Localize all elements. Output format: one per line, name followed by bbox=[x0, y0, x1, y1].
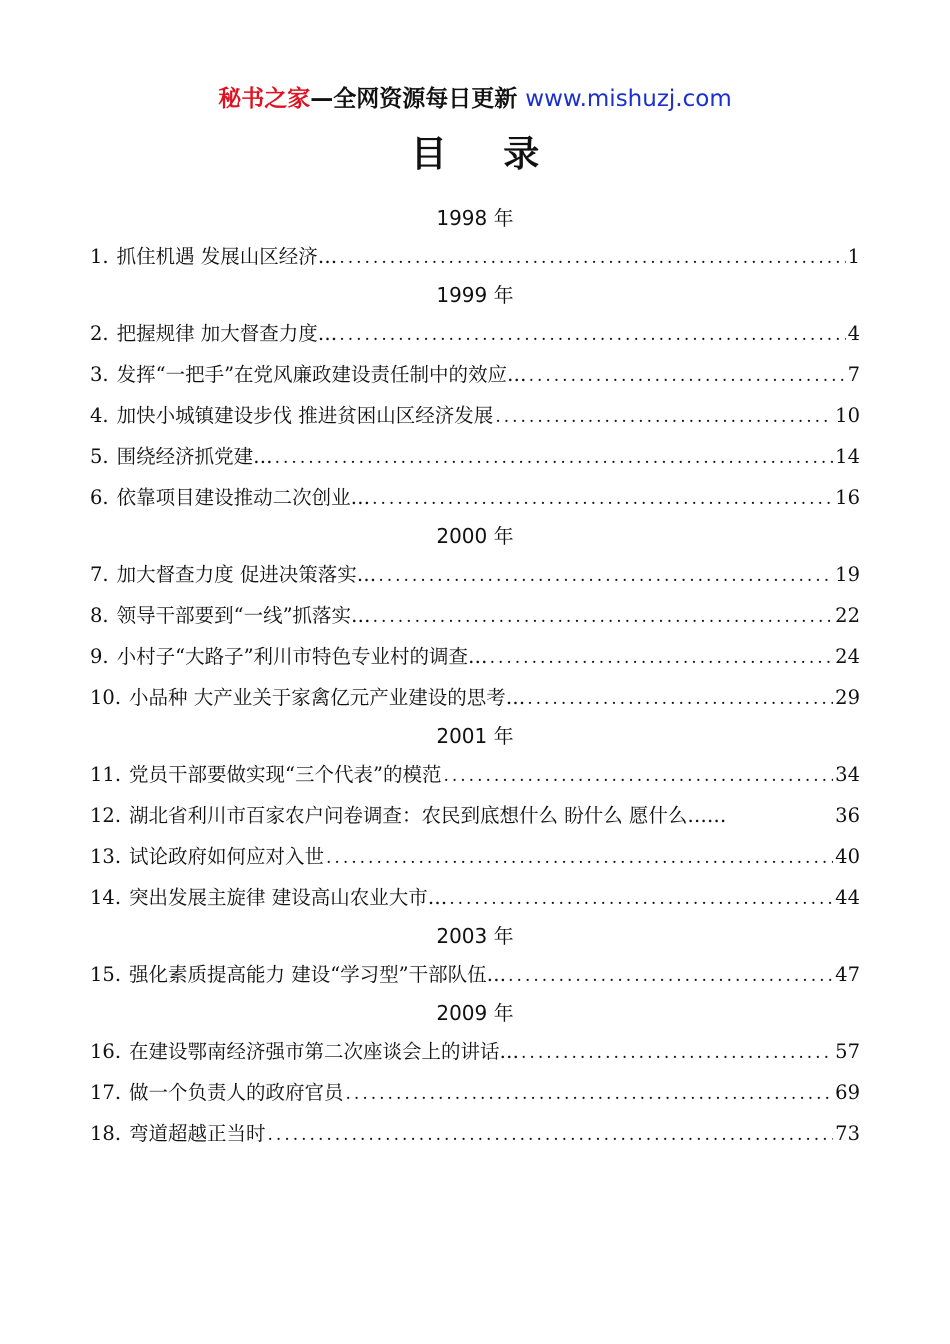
entry-title: 湖北省利川市百家农户问卷调查：农民到底想什么 盼什么 愿什么…… bbox=[129, 804, 727, 827]
toc-entry[interactable] bbox=[90, 354, 860, 395]
entry-page: 7 bbox=[847, 363, 860, 386]
entry-number: 9. bbox=[90, 645, 109, 668]
entry-page: 1 bbox=[847, 245, 860, 268]
dot-leader bbox=[373, 597, 834, 636]
entry-number: 7. bbox=[90, 563, 109, 586]
year-heading: 2009 年 bbox=[436, 1001, 514, 1025]
toc-entry[interactable] bbox=[90, 554, 860, 595]
dot-leader bbox=[527, 679, 833, 718]
dot-leader bbox=[490, 638, 834, 677]
site-slogan: —全网资源每日更新 bbox=[310, 86, 518, 112]
entry-number: 4. bbox=[90, 404, 109, 427]
entry-page: 24 bbox=[835, 645, 860, 668]
entry-title: 小品种 大产业关于家禽亿元产业建设的思考… bbox=[129, 686, 526, 709]
toc-entry[interactable] bbox=[90, 595, 860, 636]
toc-entry[interactable] bbox=[90, 677, 860, 718]
entry-title: 突出发展主旋律 建设高山农业大市… bbox=[129, 886, 448, 909]
year-heading: 1999 年 bbox=[436, 283, 514, 307]
entry-page: 73 bbox=[835, 1122, 860, 1145]
entry-number: 11. bbox=[90, 763, 122, 786]
dot-leader bbox=[378, 556, 833, 595]
dot-leader bbox=[443, 756, 833, 795]
entry-number: 16. bbox=[90, 1040, 122, 1063]
dot-leader bbox=[529, 356, 846, 395]
toc-entry[interactable] bbox=[90, 395, 860, 436]
toc-entry[interactable] bbox=[90, 754, 860, 795]
entry-title: 试论政府如何应对入世 bbox=[129, 845, 325, 868]
entry-title: 党员干部要做实现“三个代表”的模范 bbox=[129, 763, 442, 786]
entry-number: 10. bbox=[90, 686, 122, 709]
entry-page: 47 bbox=[835, 963, 860, 986]
dot-leader bbox=[326, 838, 833, 877]
dot-leader bbox=[508, 956, 833, 995]
entry-page: 69 bbox=[835, 1081, 860, 1104]
dot-leader bbox=[339, 238, 845, 277]
entry-page: 29 bbox=[835, 686, 860, 709]
entry-title: 领导干部要到“一线”抓落实… bbox=[116, 604, 371, 627]
entry-page: 44 bbox=[835, 886, 860, 909]
toc-entry[interactable] bbox=[90, 954, 860, 995]
toc-entry[interactable] bbox=[90, 436, 860, 477]
entry-title: 弯道超越正当时 bbox=[129, 1122, 266, 1145]
entry-title: 依靠项目建设推动二次创业… bbox=[116, 486, 371, 509]
entry-number: 3. bbox=[90, 363, 109, 386]
entry-page: 36 bbox=[835, 804, 860, 827]
entry-page: 57 bbox=[835, 1040, 860, 1063]
year-heading: 2003 年 bbox=[436, 924, 514, 948]
dot-leader bbox=[521, 1033, 833, 1072]
entry-page: 16 bbox=[835, 486, 860, 509]
entry-title: 加快小城镇建设步伐 推进贫困山区经济发展 bbox=[116, 404, 494, 427]
entry-title: 抓住机遇 发展山区经济… bbox=[116, 245, 338, 268]
toc-entry[interactable] bbox=[90, 236, 860, 277]
site-header bbox=[0, 80, 950, 113]
dot-leader bbox=[449, 879, 833, 918]
entry-page: 10 bbox=[835, 404, 860, 427]
page-title: 目 录 bbox=[410, 134, 562, 175]
dot-leader bbox=[268, 1115, 834, 1154]
dot-leader bbox=[495, 397, 833, 436]
entry-title: 在建设鄂南经济强市第二次座谈会上的讲话… bbox=[129, 1040, 520, 1063]
toc-entry[interactable] bbox=[90, 836, 860, 877]
entry-number: 15. bbox=[90, 963, 122, 986]
entry-page: 4 bbox=[847, 322, 860, 345]
entry-title: 加大督查力度 促进决策落实… bbox=[116, 563, 377, 586]
entry-number: 6. bbox=[90, 486, 109, 509]
entry-number: 1. bbox=[90, 245, 109, 268]
site-brand: 秘书之家 bbox=[218, 86, 311, 112]
toc-entry[interactable] bbox=[90, 1072, 860, 1113]
toc-entry[interactable] bbox=[90, 795, 860, 836]
dot-leader bbox=[275, 438, 834, 477]
dot-leader bbox=[372, 479, 833, 518]
entry-title: 强化素质提高能力 建设“学习型”干部队伍… bbox=[129, 963, 507, 986]
entry-page: 14 bbox=[835, 445, 860, 468]
entry-number: 18. bbox=[90, 1122, 122, 1145]
year-heading: 2000 年 bbox=[436, 524, 514, 548]
entry-title: 小村子“大路子”利川市特色专业村的调查… bbox=[116, 645, 488, 668]
dot-leader bbox=[339, 315, 845, 354]
entry-number: 12. bbox=[90, 804, 122, 827]
entry-number: 17. bbox=[90, 1081, 122, 1104]
toc-entry[interactable] bbox=[90, 877, 860, 918]
entry-page: 19 bbox=[835, 563, 860, 586]
entry-title: 把握规律 加大督查力度… bbox=[116, 322, 338, 345]
entry-number: 8. bbox=[90, 604, 109, 627]
toc-entry[interactable] bbox=[90, 1113, 860, 1154]
entry-number: 14. bbox=[90, 886, 122, 909]
year-heading: 2001 年 bbox=[436, 724, 514, 748]
entry-title: 发挥“一把手”在党风廉政建设责任制中的效应… bbox=[116, 363, 527, 386]
entry-title: 做一个负责人的政府官员 bbox=[129, 1081, 344, 1104]
table-of-contents bbox=[90, 200, 860, 1154]
site-url-link[interactable]: www.mishuzj.com bbox=[525, 86, 732, 112]
dot-leader bbox=[346, 1074, 834, 1113]
entry-number: 5. bbox=[90, 445, 109, 468]
toc-entry[interactable] bbox=[90, 1031, 860, 1072]
toc-entry[interactable] bbox=[90, 636, 860, 677]
entry-title: 围绕经济抓党建… bbox=[116, 445, 273, 468]
entry-number: 2. bbox=[90, 322, 109, 345]
entry-number: 13. bbox=[90, 845, 122, 868]
toc-entry[interactable] bbox=[90, 477, 860, 518]
toc-entry[interactable] bbox=[90, 313, 860, 354]
entry-page: 22 bbox=[835, 604, 860, 627]
year-heading: 1998 年 bbox=[436, 206, 514, 230]
entry-page: 34 bbox=[835, 763, 860, 786]
entry-page: 40 bbox=[835, 845, 860, 868]
